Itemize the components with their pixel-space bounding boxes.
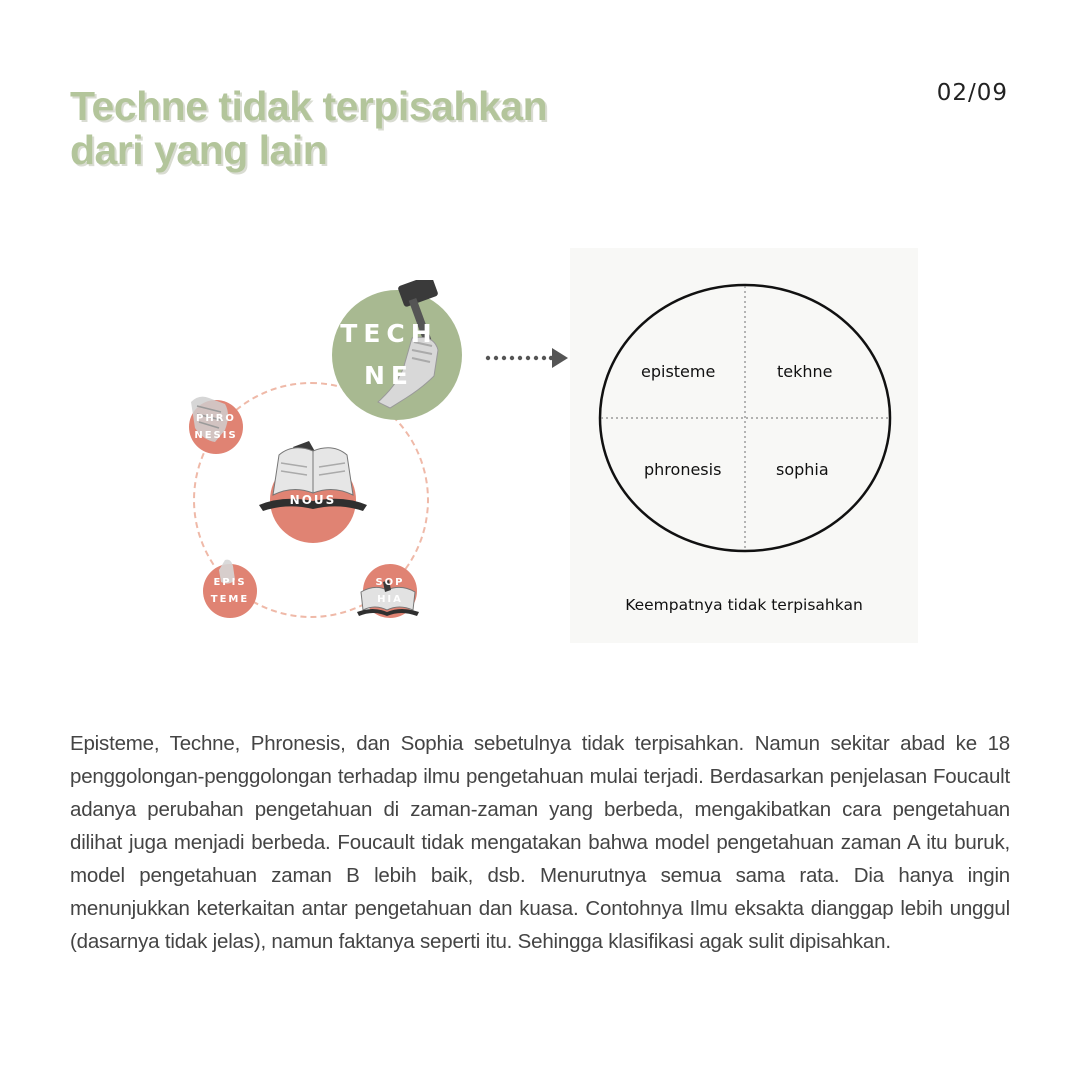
quadrant-tekhne: tekhne — [777, 362, 833, 381]
page-number: 02/09 — [936, 80, 1008, 106]
page-title: Techne tidak terpisahkan dari yang lain — [70, 83, 548, 173]
episteme-bubble — [203, 564, 257, 618]
dotted-arrow-icon — [484, 346, 570, 370]
phronesis-bubble — [189, 400, 243, 454]
techne-bubble — [332, 290, 462, 420]
quadrant-sophia: sophia — [776, 460, 829, 479]
techne-label: TECH NE — [340, 319, 438, 390]
quadrant-circle — [570, 248, 918, 588]
sophia-label: SOP HIA — [375, 577, 405, 605]
sophia-bubble — [363, 564, 417, 618]
panel-caption: Keempatnya tidak terpisahkan — [625, 596, 863, 614]
body-paragraph: Episteme, Techne, Phronesis, dan Sophia sebetulnya tidak terpisahkan. Namun sekitar abad ke 18 penggolongan-penggolongan terhadap ilmu pengetahuan mulai terjadi. Berdasarkan penjelasan Foucault adanya perubahan pengetahuan di zaman-zaman yang berbeda, mengakibatkan cara pengetahuan dilihat juga menjadi berbeda. Foucault tidak mengatakan bahwa model pengetahuan zaman A itu buruk, model pengetahuan zaman B lebih baik, dsb. Menurutnya semua sama rata. Dia hanya ingin menunjukkan keterkaitan antar pengetahuan dan kuasa. Contohnya Ilmu eksakta dianggap lebih unggul (dasarnya tidak jelas), namun faktanya seperti itu. Sehingga klasifikasi agak sulit dipisahkan. — [70, 732, 1010, 953]
quadrant-episteme: episteme — [641, 362, 716, 381]
phronesis-label: PHRO NESIS — [194, 413, 238, 441]
quadrant-phronesis: phronesis — [644, 460, 722, 479]
nous-bubble — [270, 457, 356, 543]
nous-label: NOUS — [289, 493, 337, 507]
episteme-label: EPIS TEME — [210, 577, 250, 605]
quadrant-panel — [570, 248, 918, 643]
open-book-icon — [253, 441, 373, 521]
